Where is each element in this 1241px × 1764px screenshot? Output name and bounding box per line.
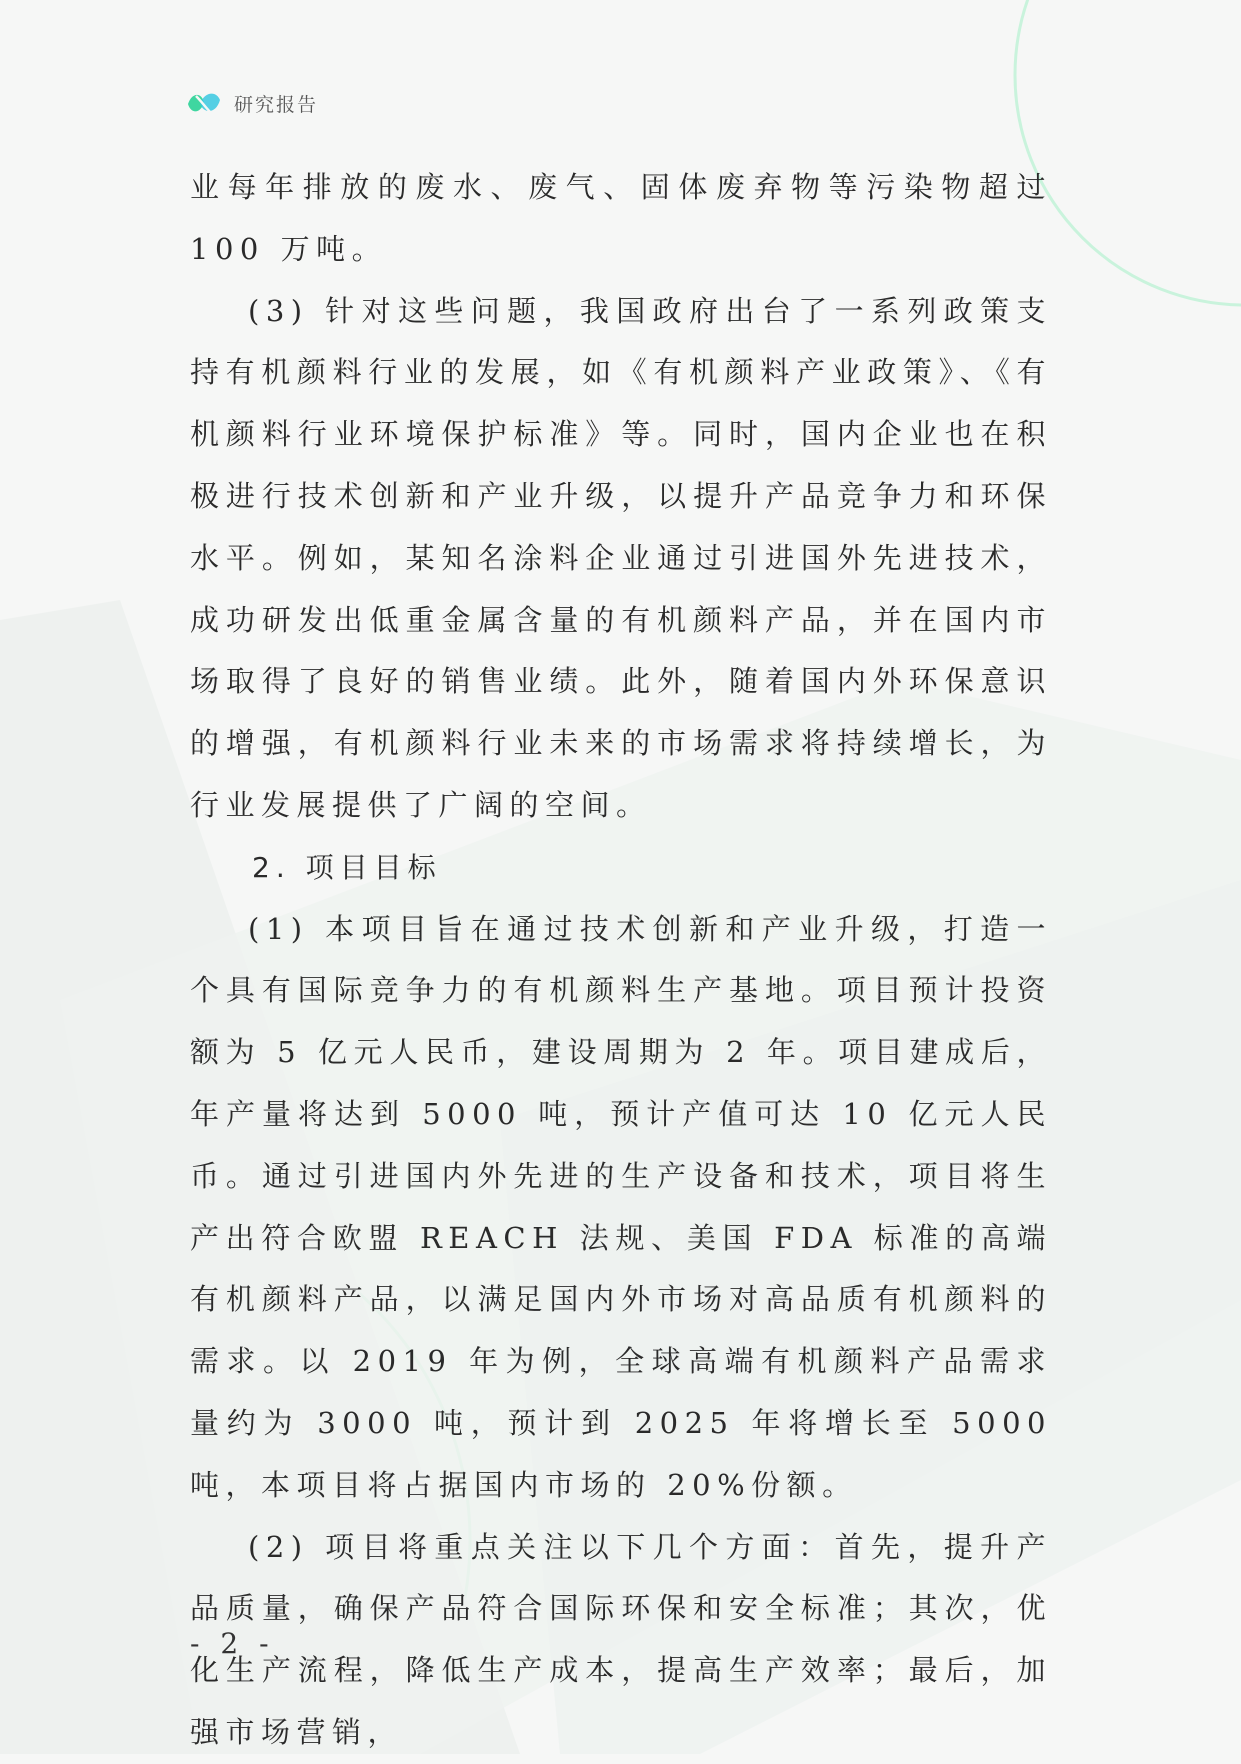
- paragraph-goal-1: (1) 本项目旨在通过技术创新和产业升级，打造一个具有国际竞争力的有机颜料生产基地。项目预计投资额为 5 亿元人民币，建设周期为 2 年。项目建成后，年产量将达到 5000 吨，预计产值可达 10 亿元人民币。通过引进国内外先进的生产设备和技术，项目将生产出符合欧盟 REACH 法规、美国 FDA 标准的高端有机颜料产品，以满足国内外市场对高品质有机颜料的需求。以 2019 年为例，全球高端有机颜料产品需求量约为 3000 吨，预计到 2025 年将增长至 5000 吨，本项目将占据国内市场的 20%份额。: [190, 911, 1052, 1502]
- page-number: - 2 -: [190, 1627, 275, 1660]
- header-title: 研究报告: [234, 93, 319, 116]
- report-header: [186, 88, 318, 118]
- document-body: [190, 157, 1052, 1764]
- paragraph-goal-2: (2) 项目将重点关注以下几个方面：首先，提升产品质量，确保产品符合国际环保和安全标准；其次，优化生产流程，降低生产成本，提高生产效率；最后，加强市场营销，: [190, 1529, 1052, 1749]
- leaf-logo-icon: [186, 88, 222, 118]
- paragraph-continuation: 业每年排放的废水、废气、固体废弃物等污染物超过 100 万吨。: [190, 170, 1052, 266]
- section-heading-project-goals: 2. 项目目标: [252, 850, 442, 884]
- paragraph-policy: (3) 针对这些问题，我国政府出台了一系列政策支持有机颜料行业的发展，如《有机颜料产业政策》、《有机颜料行业环境保护标准》等。同时，国内企业也在积极进行技术创新和产业升级，以提升产品竞争力和环保水平。例如，某知名涂料企业通过引进国外先进技术，成功研发出低重金属含量的有机颜料产品，并在国内市场取得了良好的销售业绩。此外，随着国内外环保意识的增强，有机颜料行业未来的市场需求将持续增长，为行业发展提供了广阔的空间。: [190, 293, 1052, 822]
